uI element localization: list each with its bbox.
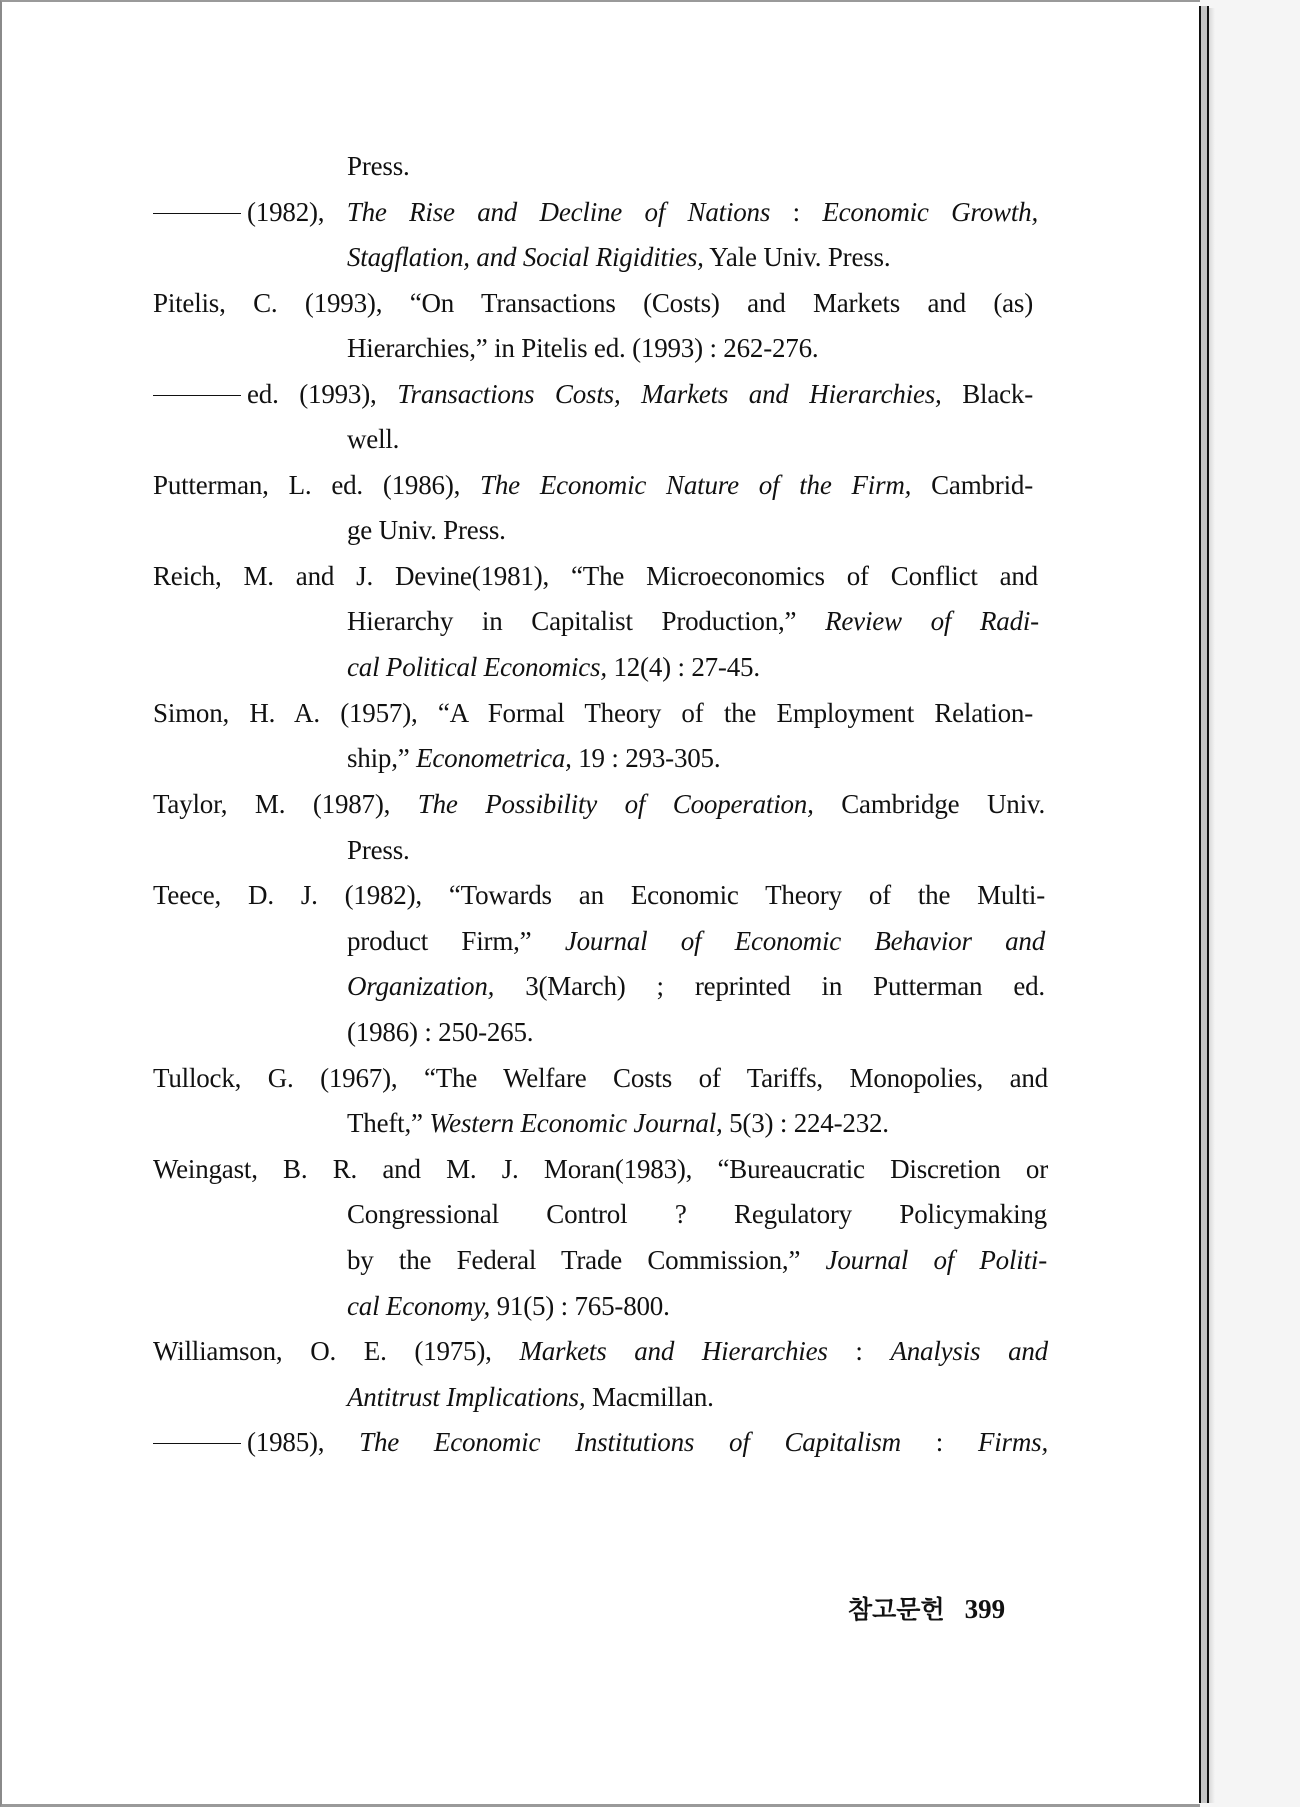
citation-text: (1985), [247,1427,360,1457]
italic-title-text: Econometrica, [416,743,572,773]
italic-title-text: Transactions Costs, Markets and Hierarchies, [397,379,942,409]
citation-text: 5(3) : 224-232. [722,1108,889,1138]
citation-text: Cambridge Univ. [813,789,1045,819]
citation-text: Hierarchies,” in Pitelis ed. (1993) : 262-276. [347,333,819,363]
reference-continuation-line [347,1197,1047,1231]
italic-title-text: Stagflation, and Social Rigidities, [347,242,704,272]
citation-text: ship,” [347,743,417,773]
citation-text: Press. [347,151,410,181]
citation-text: Press. [347,835,410,865]
ditto-dash [153,395,241,396]
reference-entry-line [153,1334,1048,1368]
reference-entry-line [153,878,1045,912]
italic-title-text: cal Economy, [347,1291,491,1321]
citation-text: Theft,” [347,1108,430,1138]
reference-entry-line [153,286,1033,320]
citation-text: Cambrid- [911,470,1033,500]
citation-text: Hierarchy in Capitalist Production,” [347,606,826,636]
citation-text: : [770,197,823,227]
citation-text: 3(March) ; reprinted in Putterman ed. [494,971,1045,1001]
reference-continuation-line [347,1106,889,1140]
reference-entry-line [153,1425,1048,1459]
reference-continuation-line [347,1015,533,1049]
citation-text: 19 : 293-305. [571,743,721,773]
page-edge [1199,6,1209,1803]
page-footer [848,1590,1005,1626]
italic-title-text: The Economic Nature of the Firm, [480,470,912,500]
citation-text: Reich, M. and J. Devine(1981), “The Microeconomics of Conflict and [153,561,1038,591]
italic-title-text: Western Economic Journal, [429,1108,723,1138]
citation-text: product Firm,” [347,926,565,956]
ditto-dash [153,213,241,214]
citation-text: Yale Univ. Press. [703,242,891,272]
reference-continuation-line [347,650,760,684]
reference-continuation-line [347,969,1045,1003]
italic-title-text: Review of Radi- [825,606,1039,636]
reference-continuation-line [347,604,1039,638]
reference-entry-line [153,696,1033,730]
running-header-title: 참고문헌 [848,1595,945,1624]
ditto-dash [153,1443,241,1444]
citation-text: Williamson, O. E. (1975), [153,1336,520,1366]
reference-continuation-line [347,422,399,456]
italic-title-text: Economic Growth, [822,197,1038,227]
italic-title-text: The Possibility of Cooperation, [417,789,814,819]
italic-title-text: Firms, [977,1427,1049,1457]
italic-title-text: Markets and Hierarchies [519,1336,828,1366]
citation-text: ge Univ. Press. [347,515,506,545]
reference-continuation-line [347,149,410,183]
citation-text: : [827,1336,891,1366]
reference-continuation-line [347,924,1045,958]
reference-entry-line [153,1152,1048,1186]
italic-title-text: Antitrust Implications, [347,1382,586,1412]
citation-text: Congressional Control ? Regulatory Policymaking [347,1199,1047,1229]
italic-title-text: Journal of Politi- [825,1245,1047,1275]
reference-continuation-line [347,240,890,274]
citation-text: Putterman, L. ed. (1986), [153,470,481,500]
citation-text: Taylor, M. (1987), [153,789,418,819]
citation-text: Simon, H. A. (1957), “A Formal Theory of the Employment Relation- [153,698,1033,728]
reference-continuation-line [347,513,506,547]
citation-text: (1986) : 250-265. [347,1017,534,1047]
italic-title-text: The Rise and Decline of Nations [346,197,771,227]
reference-entry-line [153,1061,1048,1095]
citation-text: (1982), [247,197,347,227]
reference-continuation-line [347,741,720,775]
italic-title-text: Journal of Economic Behavior and [564,926,1045,956]
page-number: 399 [964,1594,1006,1624]
page-shadow [1209,8,1215,1803]
reference-entry-line [153,559,1038,593]
italic-title-text: Organization, [347,971,495,1001]
reference-continuation-line [347,1380,714,1414]
italic-title-text: Analysis and [890,1336,1048,1366]
reference-entry-line [153,787,1045,821]
citation-text: Macmillan. [585,1382,714,1412]
reference-continuation-line [347,833,410,867]
citation-text: well. [347,424,400,454]
reference-continuation-line [347,1289,670,1323]
reference-continuation-line [347,1243,1047,1277]
citation-text: Pitelis, C. (1993), “On Transactions (Costs) and Markets and (as) [153,288,1033,318]
reference-entry-line [153,195,1038,229]
citation-text: Teece, D. J. (1982), “Towards an Economic Theory of the Multi- [153,880,1045,910]
citation-text: : [900,1427,978,1457]
citation-text: Tullock, G. (1967), “The Welfare Costs of Tariffs, Monopolies, and [153,1063,1048,1093]
italic-title-text: The Economic Institutions of Capitalism [359,1427,901,1457]
reference-continuation-line [347,331,818,365]
citation-text: Weingast, B. R. and M. J. Moran(1983), “Bureaucratic Discretion or [153,1154,1048,1184]
reference-entry-line [153,377,1033,411]
citation-text: Black- [941,379,1033,409]
italic-title-text: cal Political Economics, [347,652,607,682]
citation-text: ed. (1993), [247,379,398,409]
citation-text: 12(4) : 27-45. [606,652,760,682]
citation-text: 91(5) : 765-800. [490,1291,670,1321]
reference-entry-line [153,468,1033,502]
citation-text: by the Federal Trade Commission,” [347,1245,826,1275]
